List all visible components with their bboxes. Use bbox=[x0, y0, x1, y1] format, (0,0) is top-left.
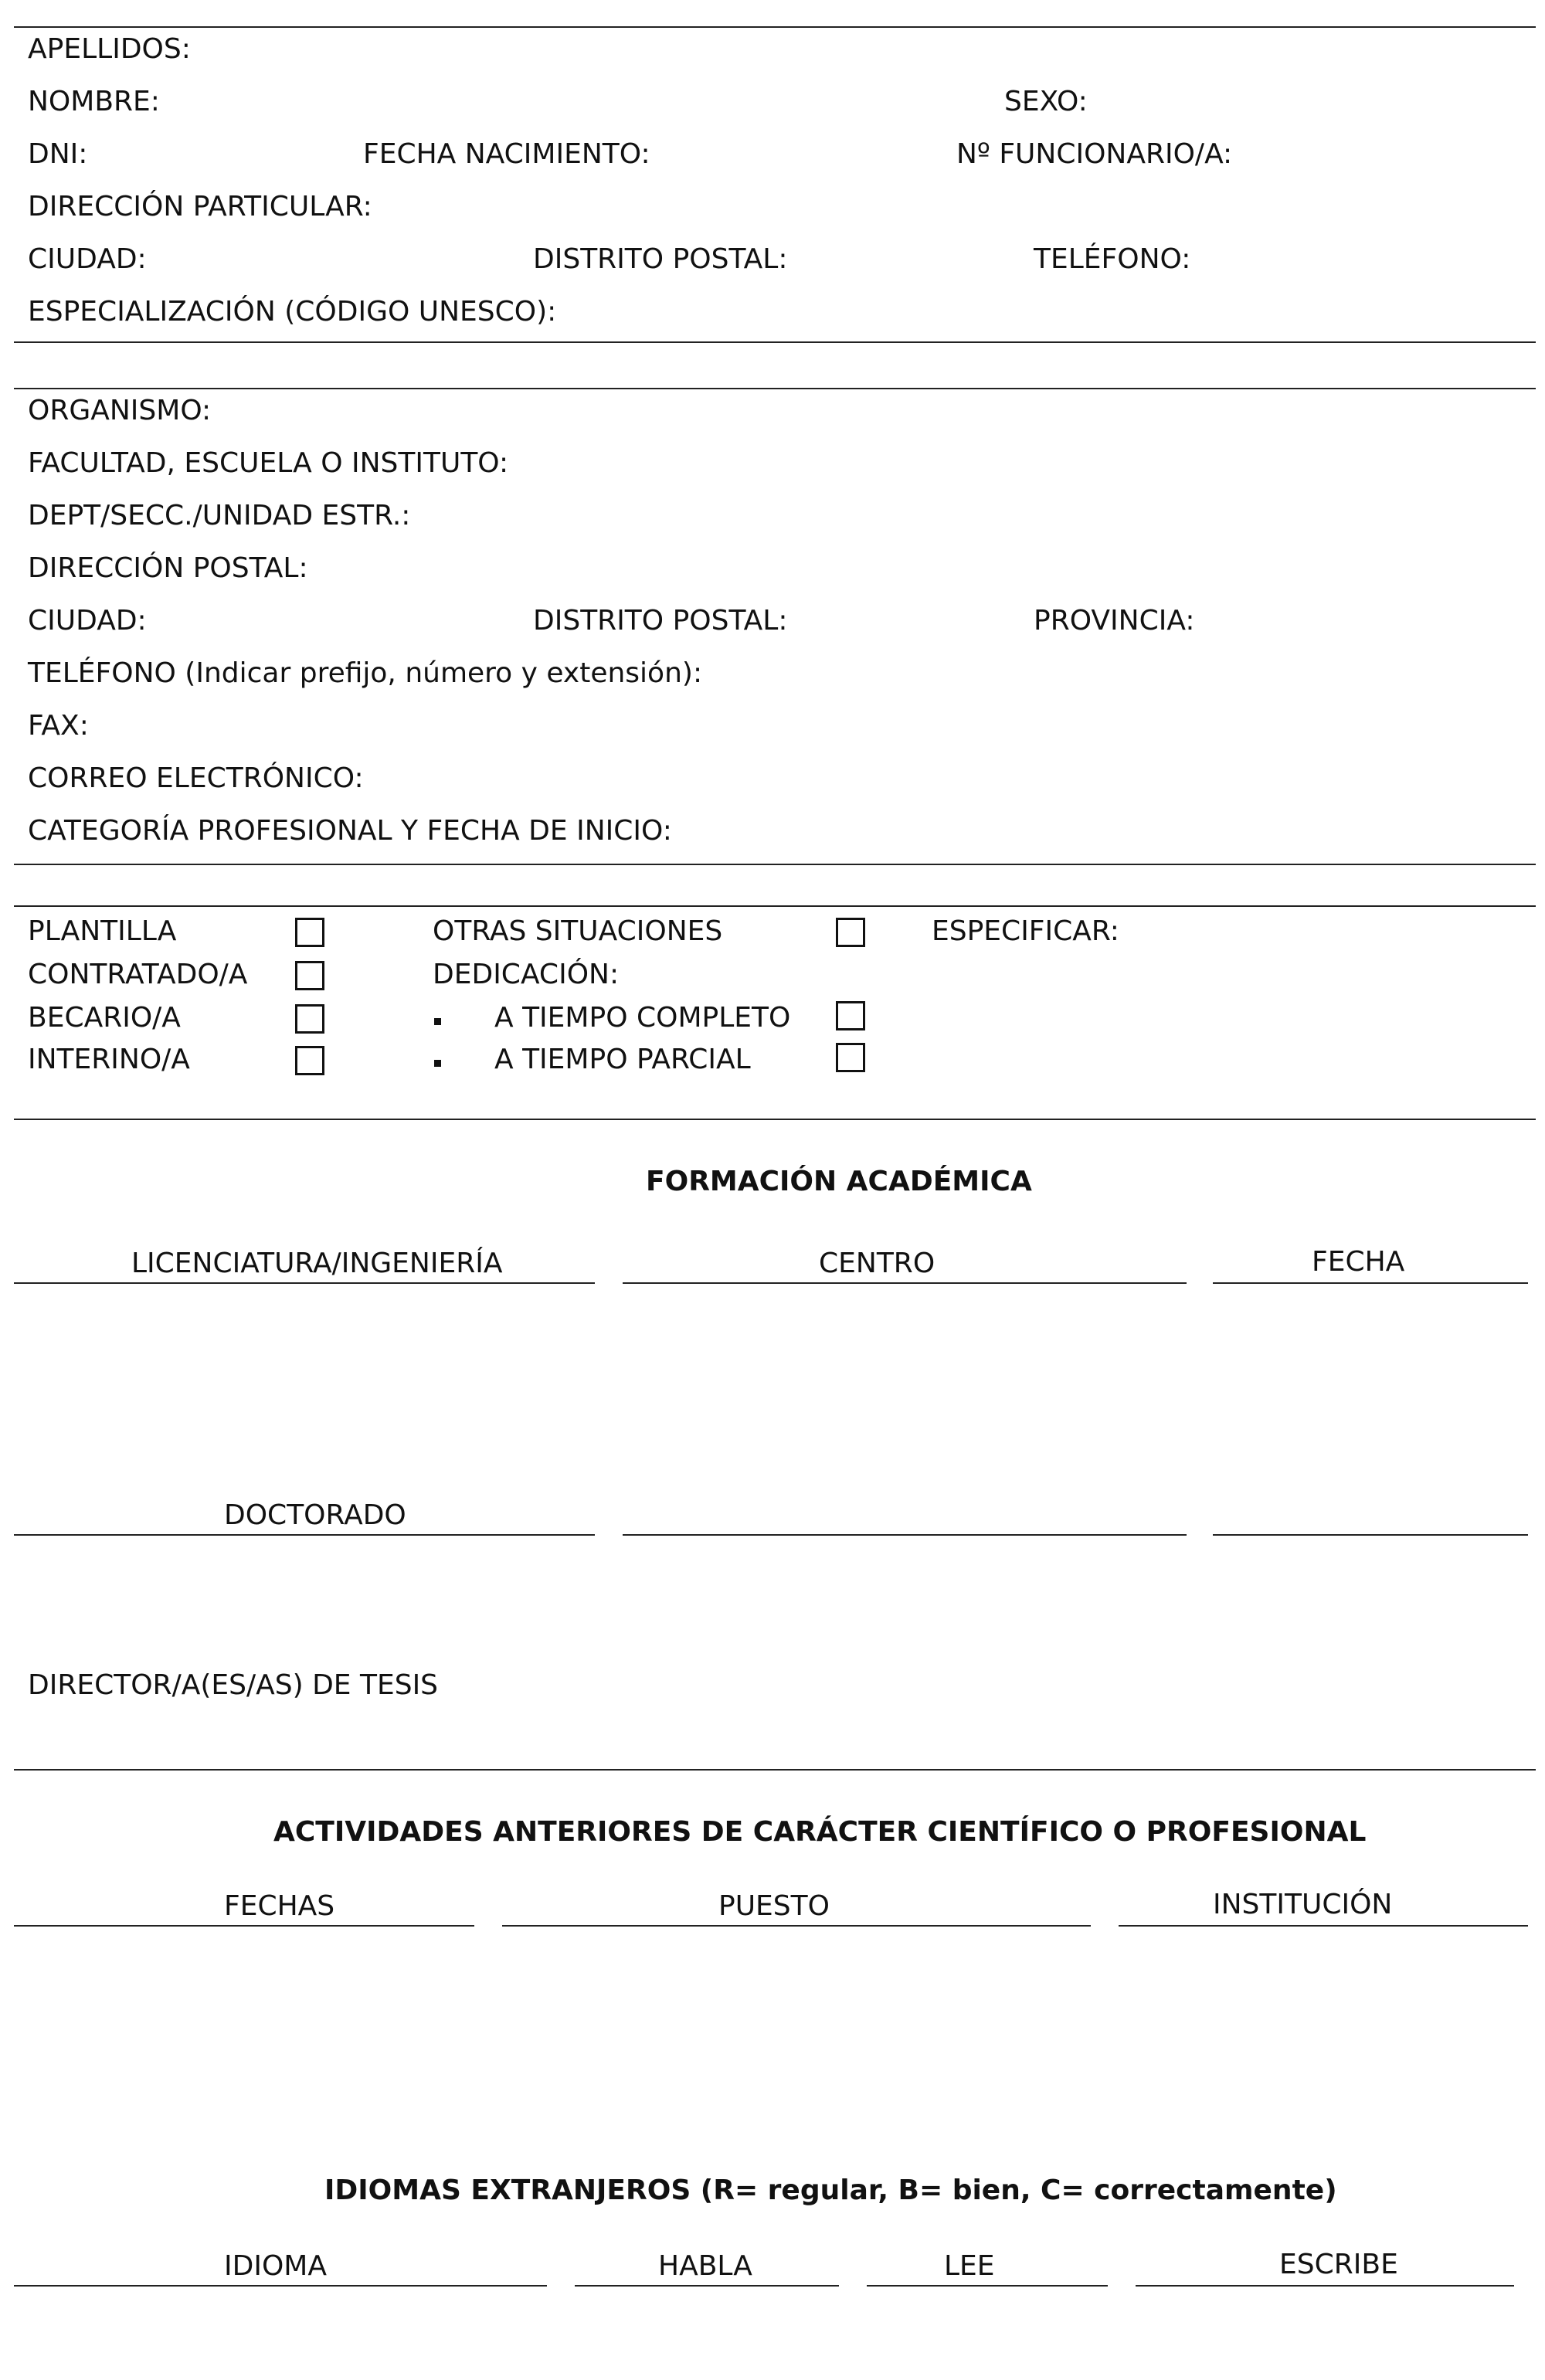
col-institucion: INSTITUCIÓN bbox=[1213, 1889, 1393, 1920]
otras-situaciones-label: OTRAS SITUACIONES bbox=[433, 915, 723, 947]
director-tesis-label: DIRECTOR/A(ES/AS) DE TESIS bbox=[28, 1669, 439, 1701]
becario-label: BECARIO/A bbox=[28, 1002, 181, 1034]
facultad-label: FACULTAD, ESCUELA O INSTITUTO: bbox=[28, 447, 509, 479]
field-line bbox=[1213, 1282, 1528, 1284]
field-line bbox=[623, 1282, 1187, 1284]
doctorado-label: DOCTORADO bbox=[224, 1499, 406, 1531]
apellidos-label: APELLIDOS: bbox=[28, 33, 191, 65]
telefono-label: TELÉFONO: bbox=[1034, 243, 1191, 275]
ciudad-label: CIUDAD: bbox=[28, 605, 147, 637]
categoria-label: CATEGORÍA PROFESIONAL Y FECHA DE INICIO: bbox=[28, 815, 672, 847]
section-divider bbox=[14, 864, 1536, 865]
nombre-label: NOMBRE: bbox=[28, 86, 160, 117]
organismo-label: ORGANISMO: bbox=[28, 395, 212, 426]
direccion-postal-label: DIRECCIÓN POSTAL: bbox=[28, 552, 308, 584]
dept-label: DEPT/SECC./UNIDAD ESTR.: bbox=[28, 500, 411, 531]
col-licenciatura: LICENCIATURA/INGENIERÍA bbox=[131, 1248, 503, 1279]
direccion-particular-label: DIRECCIÓN PARTICULAR: bbox=[28, 191, 372, 222]
actividades-title: ACTIVIDADES ANTERIORES DE CARÁCTER CIENTÍFICO O PROFESIONAL bbox=[273, 1816, 1367, 1848]
col-idioma: IDIOMA bbox=[224, 2250, 327, 2282]
section-divider bbox=[14, 341, 1536, 343]
plantilla-label: PLANTILLA bbox=[28, 915, 177, 947]
section-divider bbox=[14, 1119, 1536, 1120]
section-divider bbox=[14, 905, 1536, 907]
col-fecha: FECHA bbox=[1312, 1246, 1405, 1278]
field-line bbox=[14, 1534, 595, 1536]
especificar-label: ESPECIFICAR: bbox=[932, 915, 1119, 947]
formacion-title: FORMACIÓN ACADÉMICA bbox=[646, 1166, 1032, 1197]
provincia-label: PROVINCIA: bbox=[1034, 605, 1195, 637]
section-divider bbox=[14, 26, 1536, 28]
num-funcionario-label: Nº FUNCIONARIO/A: bbox=[956, 138, 1233, 170]
bullet-icon bbox=[434, 1060, 441, 1067]
contratado-label: CONTRATADO/A bbox=[28, 959, 248, 990]
section-divider bbox=[14, 1769, 1536, 1771]
col-escribe: ESCRIBE bbox=[1279, 2249, 1398, 2280]
sexo-label: SEXO: bbox=[1004, 86, 1088, 117]
field-line bbox=[867, 2285, 1108, 2287]
col-centro: CENTRO bbox=[819, 1248, 935, 1279]
col-fechas: FECHAS bbox=[224, 1890, 335, 1922]
ciudad-label: CIUDAD: bbox=[28, 243, 147, 275]
tiempo-completo-label: A TIEMPO COMPLETO bbox=[494, 1002, 791, 1034]
becario-checkbox[interactable] bbox=[295, 1004, 324, 1034]
field-line bbox=[14, 1925, 474, 1927]
dni-label: DNI: bbox=[28, 138, 88, 170]
fecha-nacimiento-label: FECHA NACIMIENTO: bbox=[363, 138, 650, 170]
field-line bbox=[14, 1282, 595, 1284]
telefono-label: TELÉFONO (Indicar prefijo, número y extensión): bbox=[28, 657, 703, 689]
distrito-postal-label: DISTRITO POSTAL: bbox=[533, 243, 788, 275]
plantilla-checkbox[interactable] bbox=[295, 918, 324, 947]
field-line bbox=[14, 2285, 547, 2287]
field-line bbox=[575, 2285, 839, 2287]
contratado-checkbox[interactable] bbox=[295, 961, 324, 990]
idiomas-title: IDIOMAS EXTRANJEROS (R= regular, B= bien, C= correctamente) bbox=[324, 2175, 1337, 2206]
tiempo-completo-checkbox[interactable] bbox=[836, 1001, 865, 1030]
bullet-icon bbox=[434, 1018, 441, 1025]
tiempo-parcial-label: A TIEMPO PARCIAL bbox=[494, 1044, 751, 1075]
fax-label: FAX: bbox=[28, 710, 89, 742]
otras-situaciones-checkbox[interactable] bbox=[836, 918, 865, 947]
especializacion-label: ESPECIALIZACIÓN (CÓDIGO UNESCO): bbox=[28, 296, 557, 328]
col-lee: LEE bbox=[944, 2250, 995, 2282]
correo-label: CORREO ELECTRÓNICO: bbox=[28, 762, 364, 794]
distrito-postal-label: DISTRITO POSTAL: bbox=[533, 605, 788, 637]
field-line bbox=[1136, 2285, 1514, 2287]
tiempo-parcial-checkbox[interactable] bbox=[836, 1043, 865, 1072]
col-habla: HABLA bbox=[658, 2250, 752, 2282]
dedicacion-label: DEDICACIÓN: bbox=[433, 959, 620, 990]
interino-label: INTERINO/A bbox=[28, 1044, 190, 1075]
interino-checkbox[interactable] bbox=[295, 1046, 324, 1075]
field-line bbox=[1119, 1925, 1528, 1927]
field-line bbox=[502, 1925, 1091, 1927]
field-line bbox=[623, 1534, 1187, 1536]
section-divider bbox=[14, 388, 1536, 389]
field-line bbox=[1213, 1534, 1528, 1536]
col-puesto: PUESTO bbox=[718, 1890, 830, 1922]
